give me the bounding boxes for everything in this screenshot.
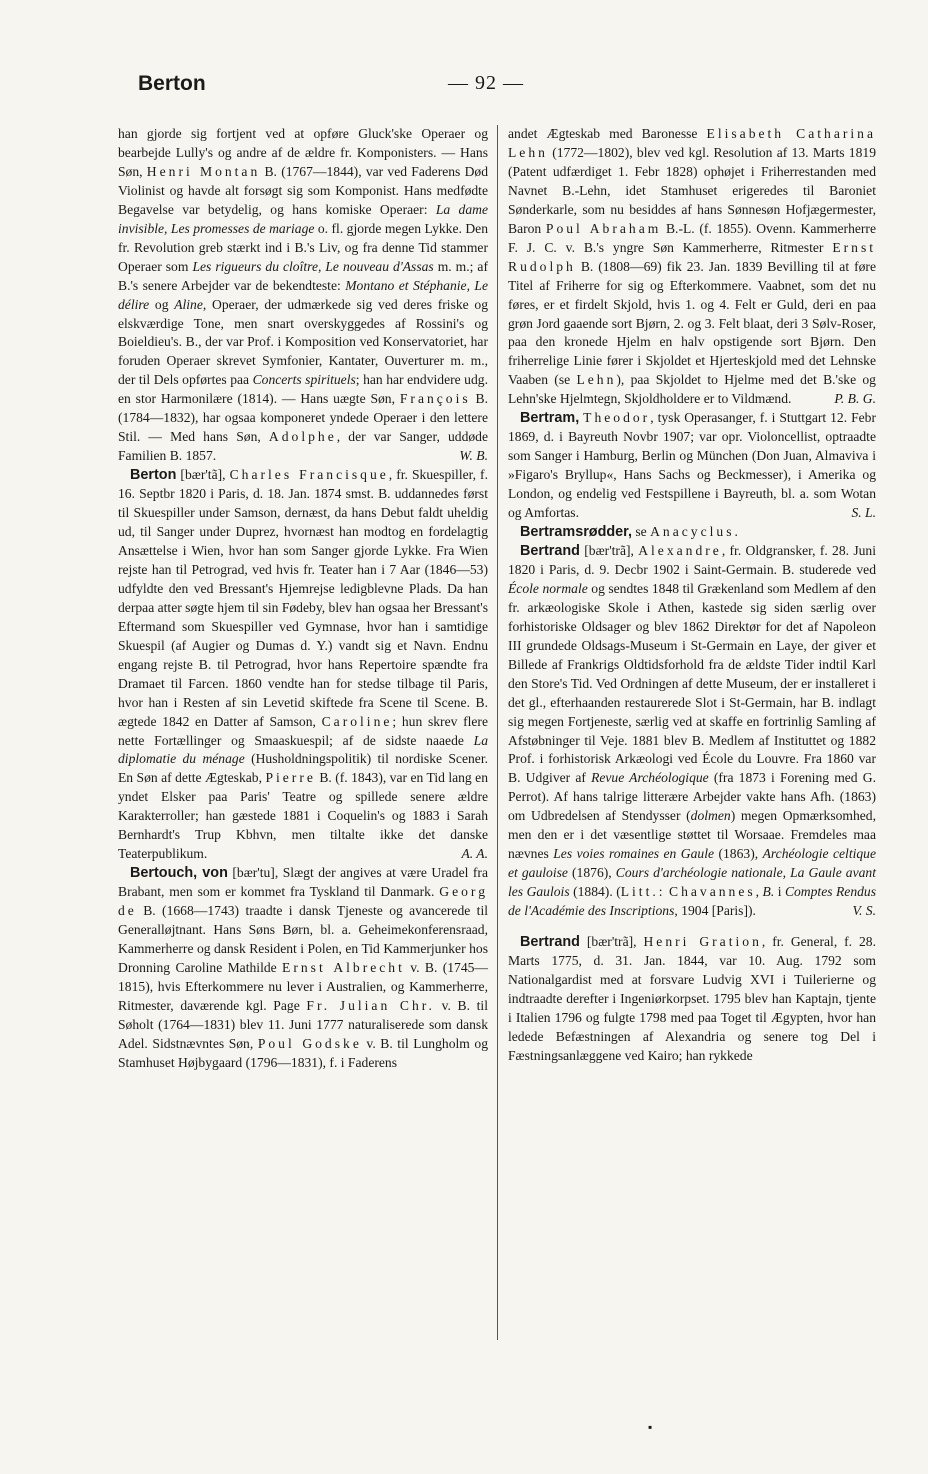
right-column (508, 125, 876, 1066)
headword: Bertrand (520, 542, 580, 559)
signature: V. S. (852, 903, 876, 919)
entry-berton-continued: han gjorde sig fortjent ved at opføre Gluck'ske Operaer og bearbejde Lully's og andre af de ældre fr. Komponisters. — Hans Søn, Henri Montan B. (1767—1844), var ved Faderens Død Violinist og havde alt forsøgt sig som Komponist. Hans medfødte Begavelse var betydelig, og hans komiske Operaer: La dame invisible, Les promesses de mariage o. fl. gjorde megen Lykke. Den fr. Revolution greb stærkt ind i B.'s Liv, og fra denne Tid stammer Operaer som Les rigueurs du cloître, Le nouveau d'Assas m. m.; af B.'s senere Arbejder var de bekendteste: Montano et Stéphanie, Le délire og Aline, Operaer, der udmærkede sig ved deres friske og elskværdige Tone, men snart overskyggedes af Rossini's og Boieldieu's. B., der var Prof. i Komposition ved Konservatoriet, har foruden Operaer skrevet Symfonier, Kantater, Ouverturer m. m., der til Dels opførtes paa Concerts spirituels; han har endvidere udg. en stor Harmonilære (1814). — Hans uægte Søn, François B. (1784—1832), har ogsaa komponeret yndede Operaer i den lettere Stil. — Med hans Søn, Adolphe, der var Sanger, uddøde Familien B. 1857. W. B. (118, 125, 488, 466)
headword: Bertouch, von (130, 865, 228, 882)
entry-berton-charles: Berton [bær'tã], Charles Francisque, fr. Skuespiller, f. 16. Septbr 1820 i Paris, d. 18. Jan. 1874 smst. B. uddannedes først til Skuespiller under Samson, dernæst, da hans Debut faldt uheldig ud, til Sanger under Duprez, hvornæst han modtog en fordelagtig Ansættelse i Wien, hvor han som Sanger gjorde Lykke. Fra Wien rejste han til Petrograd, ved hvis fr. Teater han i 7 Aar (1846—53) udfyldte den ved Bressant's Hjemrejse ledigblevne Plads. Da han derpaa atter søgte hjem til sin Fødeby, blev han ogsaa her Bressant's Eftermand som Skuespiller ved Gymnase, hvor han i samtidige Skuespil (af Augier og Dumas d. Y.) vandt sig et Navn. Endnu engang rejste B. til Petrograd, hvor hans Repertoire spændte fra Dramaet til Farcen. 1860 vendte han for stedse tilbage til Paris, hvor han i Resten af sin Levetid skiftede fra Scene til Scene. B. ægtede 1842 en Datter af Samson, Caroline; hun skrev flere nette Fortællinger og Smaaskuespil; af de sidste naaede La diplomatie du ménage (Husholdningspolitik) til nordiske Scener. En Søn af dette Ægteskab, Pierre B. (f. 1843), var en Tid lang en yndet Elsker paa Paris' Teatre og spillede senere ældre Karakterroller; han gæstede 1881 i Coquelin's og 1883 i Sarah Bernhardt's Trup Kbhvn, men tiltalte ikke det danske Teaterpublikum. A. A. (118, 466, 488, 864)
running-head-title: Berton (138, 72, 206, 95)
entry-bertrand-alexandre: Bertrand [bær'trã], Alexandre, fr. Oldgransker, f. 28. Juni 1820 i Paris, d. 9. Decbr 1902 i Saint-Germain. B. studerede ved École normale og sendtes 1848 til Grækenland som Medlem af den fr. arkæologiske Skole i Athen, kastede sig siden særlig over forhistoriske Oldsager og blev 1862 Direktør for det af Napoleon III grundede Oldsags-Museum i St-Germain en Laye, der giver et Billede af Frankrigs Oldtidsforhold fra de ældste Tider indtil Karl den Store's Tid. Ved Ordningen af dette Museum, der er installeret i det gl., efterhaanden restaurerede Slot i St-Germain, har B. indlagt sig megen Fortjeneste, særlig ved at skaffe en fortrinlig Samling af Afstøbninger til Veje. 1881 blev B. Medlem af Instituttet og 1882 Prof. i forhistorisk Arkæologi ved École du Louvre. Fra 1860 var B. Udgiver af Revue Archéologique (fra 1873 i Forening med G. Perrot). Af hans talrige litterære Arbejder vakte hans Afh. (1863) om Udbredelsen af Stendysser (dolmen) megen Opmærksomhed, men den er i det væsentlige støttet til Worsaae. Fremdeles maa nævnes Les voies romaines en Gaule (1863), Archéologie celtique et gauloise (1876), Cours d'archéologie nationale, La Gaule avant les Gaulois (1884). (Litt.: Chavannes, B. i Comptes Rendus de l'Académie des Inscriptions, 1904 [Paris]). V. S. (508, 542, 876, 921)
entry-bertram: Bertram, Theodor, tysk Operasanger, f. i Stuttgart 12. Febr 1869, d. i Bayreuth Novbr 1907; var opr. Violoncellist, optraadte som Sanger i Hamburg, Berlin og München (Don Juan, Almaviva i »Figaro's Bryllup«, Hans Sachs og Beckmesser), i Amerika og London, og endelig ved Festspillene i Bayreuth, bl. a. som Wotan og Amfortas. S. L. (508, 409, 876, 523)
headword: Bertrand (520, 934, 580, 951)
page-header (0, 72, 928, 102)
entry-bertouch-continued: andet Ægteskab med Baronesse Elisabeth Catharina Lehn (1772—1802), blev ved kgl. Resolution af 13. Marts 1819 (Patent udfærdiget 1. Febr 1828) ophøjet i Friherrestanden med Navnet B.-Lehn, idet Stamhuset erigeredes til Baroniet Sønderkarle, som nu besiddes af hans Sønnesøn Hofjægermester, Baron Poul Abraham B.-L. (f. 1855). Ovenn. Kammerherre F. J. C. v. B.'s yngre Søn Kammerherre, Ritmester Ernst Rudolph B. (1808—69) fik 23. Jan. 1839 Bevilling til at føre Titel af Friherre for sig og Efterkommere. Vaabnet, som det nu føres, er et firdelt Skjold, hvis 1. og 4. Felt er Guld, deri en paa grøn Jord gaaende sort Bjørn, 2. og 3. Felt blaat, deri 3 Sølv-Roser, paa den kronede Hjelm en halv opstigende sort Bjørn. Den friherrelige Linie fører i Skjoldet et Hjerteskjold med det Lehnske Vaaben (se Lehn), paa Skjoldet to Hjelme med det B.'ske og Lehn'ske Hjelmtegn, Skjoldholdere er to Vildmænd. P. B. G. (508, 125, 876, 409)
entry-bertramsrodder: Bertramsrødder, se Anacyclus. (520, 524, 738, 541)
left-column (118, 125, 488, 1073)
signature: S. L. (851, 505, 876, 521)
entry-bertrand-henri: Bertrand [bær'trã], Henri Gration, fr. General, f. 28. Marts 1775, d. 31. Jan. 1844, var 10. Aug. 1792 som Nationalgardist med at forsvare Ludvig XVI i Tuilerierne og indtraadte derefter i Ingeniørkorpset. 1795 blev han Kaptajn, tjente i Italien 1796 og fulgte 1798 med paa Toget til Ægypten, hvor han ledede Befæstningen af Alexandria og senere tog Del i Fæstningsanlæggene ved Kairo; han rykkede (508, 934, 877, 1063)
headword: Bertramsrødder, (520, 524, 632, 541)
entry-bertouch: Bertouch, von [bær'tu], Slægt der angives at være Uradel fra Brabant, men som er kommet fra Tyskland til Danmark. Georg de B. (1668—1743) traadte i dansk Tjeneste og avancerede til Generalløjtnant. Hans Søns Børn, bl. a. Geheimekonferensraad, Kammerherre og dansk Resident i Polen, en Tid Kammerjunker hos Dronning Caroline Mathilde Ernst Albrecht v. B. (1745—1815), hvis Efterkommere nu lever i Australien, og Kammerherre, Ritmester, daværende kgl. Page Fr. Julian Chr. v. B. til Søholt (1764—1831) blev 11. Juni 1777 naturaliserede som dansk Adel. Sidstnævntes Søn, Poul Godske v. B. til Lungholm og Stamhuset Højbygaard (1796—1831), f. i Faderens (118, 865, 489, 1070)
page-number: — 92 — (448, 72, 524, 94)
signature: A. A. (461, 846, 488, 862)
print-speck: ▪ (648, 1420, 653, 1434)
column-divider (497, 125, 498, 1340)
headword: Bertram, (520, 410, 580, 427)
signature: P. B. G. (834, 391, 876, 407)
cross-reference-link[interactable]: Anacyclus (650, 524, 735, 540)
signature: W. B. (459, 448, 488, 464)
headword: Berton (130, 467, 177, 484)
